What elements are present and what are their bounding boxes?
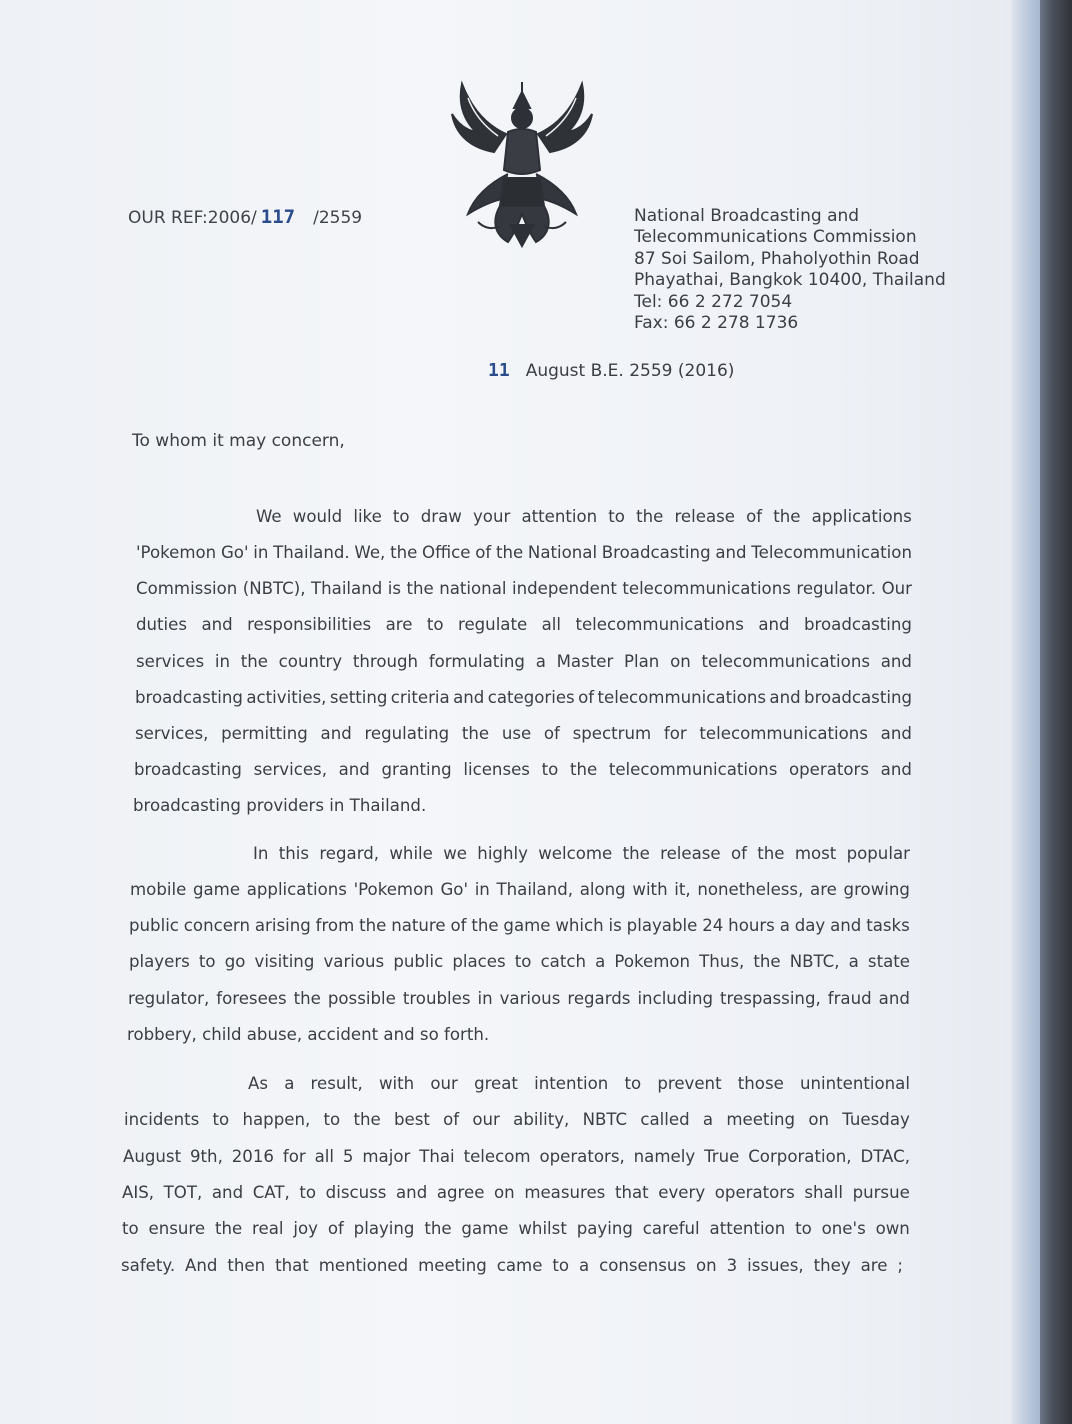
- body-line: 'Pokemon Go' in Thailand. We, the Office of the National Broadcasting and Telecommunication: [136, 543, 912, 562]
- body-line: safety. And then that mentioned meeting came to a consensus on 3 issues, they are ;: [121, 1256, 903, 1275]
- body-line: to ensure the real joy of playing the game whilst paying careful attention to one's own: [122, 1219, 910, 1238]
- body-line: broadcasting activities, setting criteria and categories of telecommunications and broadcasting: [135, 688, 912, 707]
- date-day-handwritten: 11: [488, 360, 510, 381]
- address-line: 87 Soi Sailom, Phaholyothin Road: [634, 248, 920, 269]
- body-line: robbery, child abuse, accident and so forth.: [127, 1025, 490, 1044]
- salutation: To whom it may concern,: [132, 431, 345, 451]
- body-line: As a result, with our great intention to prevent those unintentional: [248, 1074, 910, 1093]
- address-line: National Broadcasting and: [634, 206, 860, 226]
- body-line: broadcasting providers in Thailand.: [133, 796, 427, 815]
- ref-suffix: /2559: [313, 208, 363, 228]
- body-line: public concern arising from the nature of the game which is playable 24 hours a day and tasks: [129, 916, 910, 935]
- body-line: August 9th, 2016 for all 5 major Thai telecom operators, namely True Corporation, DTAC,: [123, 1147, 910, 1166]
- body-line: In this regard, while we highly welcome the release of the most popular: [253, 844, 910, 863]
- body-line: Commission (NBTC), Thailand is the national independent telecommunications regulator. Our: [136, 579, 912, 598]
- ref-handwritten-number: 117: [260, 206, 296, 228]
- body-line: services, permitting and regulating the use of spectrum for telecommunications and: [135, 724, 912, 743]
- garuda-emblem-icon: [448, 74, 596, 250]
- body-line: mobile game applications 'Pokemon Go' in Thailand, along with it, nonetheless, are growing: [130, 880, 910, 899]
- address-line: Phayathai, Bangkok 10400, Thailand: [634, 270, 946, 291]
- body-line: AIS, TOT, and CAT, to discuss and agree on measures that every operators shall pursue: [122, 1183, 910, 1202]
- date-text: August B.E. 2559 (2016): [525, 361, 735, 381]
- address-line: Fax: 66 2 278 1736: [634, 313, 799, 334]
- body-line: incidents to happen, to the best of our ability, NBTC called a meeting on Tuesday: [124, 1110, 910, 1129]
- letter-date: [488, 360, 734, 381]
- ref-prefix: OUR REF:2006/: [128, 208, 257, 228]
- sender-address: [634, 206, 946, 334]
- body-line: broadcasting services, and granting licenses to the telecommunications operators and: [134, 760, 912, 779]
- body-line: services in the country through formulating a Master Plan on telecommunications and: [136, 652, 912, 671]
- body-line: duties and responsibilities are to regulate all telecommunications and broadcasting: [136, 615, 912, 634]
- background-shadow: [1040, 0, 1072, 1424]
- body-line: We would like to draw your attention to the release of the applications: [256, 507, 912, 526]
- body-line: players to go visiting various public places to catch a Pokemon Thus, the NBTC, a state: [129, 952, 910, 971]
- address-line: Tel: 66 2 272 7054: [634, 291, 793, 312]
- reference-number: [128, 206, 362, 228]
- paper-edge: [1012, 0, 1040, 1424]
- body-line: regulator, foresees the possible troubles in various regards including trespassing, fraud and: [128, 989, 910, 1008]
- address-line: Telecommunications Commission: [634, 227, 917, 248]
